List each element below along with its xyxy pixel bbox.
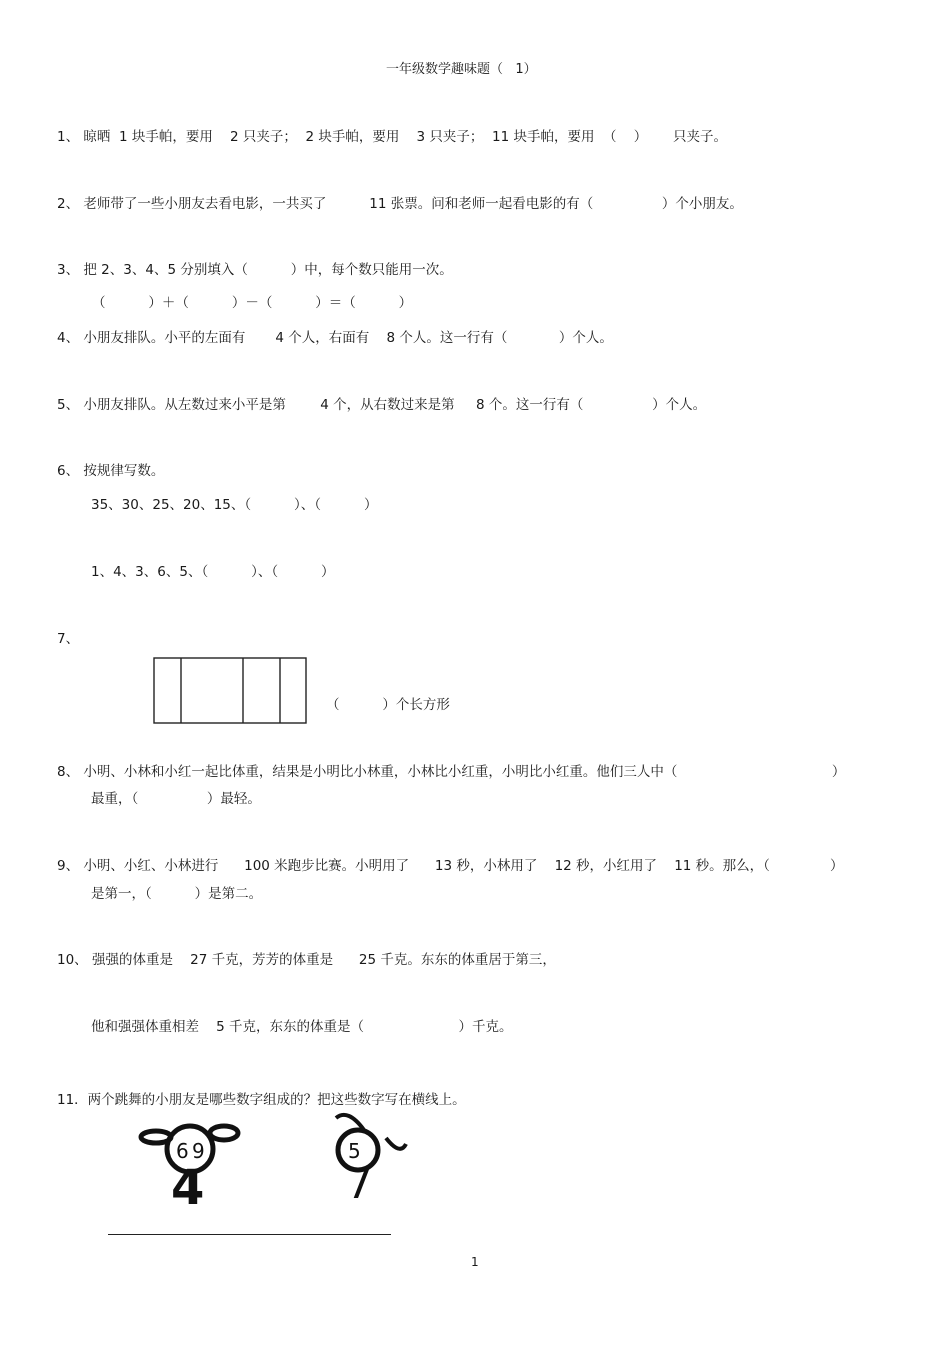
question-2: 2、 老师带了一些小朋友去看电影，一共买了 11 张票。问和老师一起看电影的有（ ）个小朋友。 <box>57 196 743 212</box>
question-8-line-1: 8、 小明、小林和小红一起比体重，结果是小明比小林重，小林比小红重，小明比小红重。他们三人中（ ） <box>57 764 846 780</box>
question-7: 7、 <box>57 631 80 647</box>
question-6: 6、 按规律写数。 <box>57 463 165 479</box>
dancer-1-figure <box>138 1118 248 1216</box>
question-4: 4、 小朋友排队。小平的左面有 4 个人，右面有 8 个人。这一行有（ ）个人。 <box>57 330 613 346</box>
outer-rectangle <box>154 658 306 723</box>
question-1: 1、 晾晒 1 块手帕，要用 2 只夹子； 2 块手帕，要用 3 只夹子； 11 块手帕，要用 （ ） 只夹子。 <box>57 129 727 145</box>
dancer-1-right-arm <box>210 1126 238 1140</box>
page-title: 一年级数学趣味题（ 1） <box>386 62 537 77</box>
question-6-sequence-2: 1、4、3、6、5、（ ）、（ ） <box>91 564 335 580</box>
dancer-2-digit-1: 5 <box>348 1139 361 1163</box>
dancer-2-figure <box>330 1110 415 1208</box>
question-10-line-2: 他和强强体重相差 5 千克，东东的体重是（ ）千克。 <box>91 1019 513 1035</box>
dancer-2-digit-2: 7 <box>346 1159 373 1208</box>
question-3: 3、 把 2、3、4、5 分别填入（ ）中，每个数只能用一次。 <box>57 262 453 278</box>
dancer-1-digit-2: 9 <box>192 1139 205 1163</box>
dancer-1-digit-1: 6 <box>176 1139 189 1163</box>
question-8-line-2: 最重，（ ）最轻。 <box>91 791 261 807</box>
question-5: 5、 小朋友排队。从左数过来小平是第 4 个，从右数过来是第 8 个。这一行有（ ）个人。 <box>57 397 707 413</box>
question-7-answer: （ ）个长方形 <box>326 697 450 713</box>
rectangle-figure <box>153 657 308 725</box>
question-10-line-1: 10、 强强的体重是 27 千克，芳芳的体重是 25 千克。东东的体重居于第三， <box>57 952 556 968</box>
question-6-sequence-1: 35、30、25、20、15、（ ）、（ ） <box>91 497 378 513</box>
answer-line <box>108 1234 391 1235</box>
question-11: 11．两个跳舞的小朋友是哪些数字组成的？把这些数字写在横线上。 <box>57 1092 466 1108</box>
page-number: 1 <box>471 1255 479 1269</box>
dancer-1-digit-3: 4 <box>171 1160 205 1216</box>
question-9-line-1: 9、 小明、小红、小林进行 100 米跑步比赛。小明用了 13 秒，小林用了 12 秒，小红用了 11 秒。那么，（ ） <box>57 858 844 874</box>
question-9-line-2: 是第一，（ ）是第二。 <box>91 886 263 902</box>
question-3-expression: （ ）＋（ ）－（ ）＝（ ） <box>92 295 413 311</box>
